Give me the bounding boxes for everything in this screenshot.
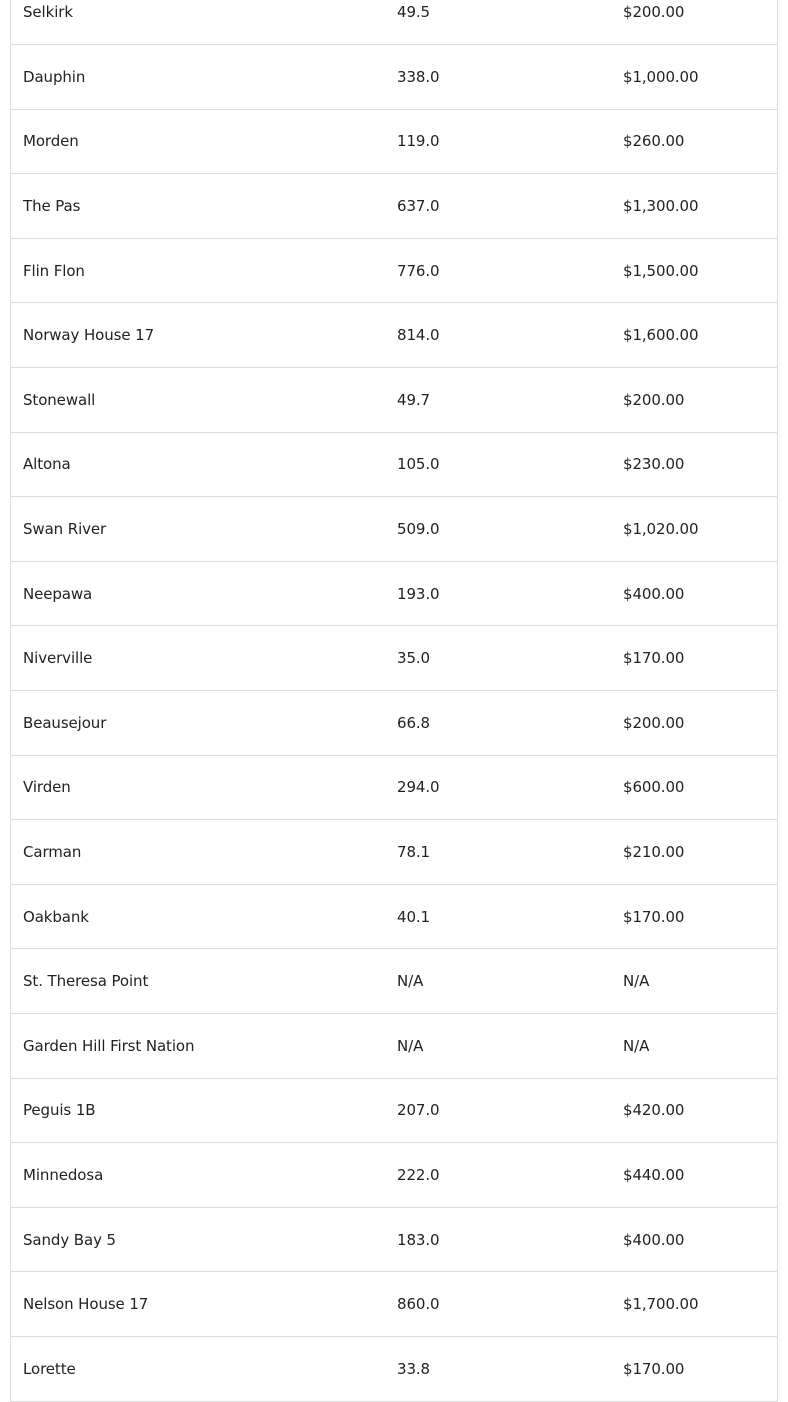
city-cell: Virden [11, 755, 384, 820]
table-row [11, 497, 777, 562]
pricing-table-container [10, 0, 778, 1402]
city-cell: Peguis 1B [11, 1078, 384, 1143]
distance-cell: N/A [384, 1014, 610, 1079]
price-cell: $210.00 [610, 820, 777, 885]
pricing-table-body [11, 0, 777, 1401]
price-cell: $1,600.00 [610, 303, 777, 368]
table-row [11, 1014, 777, 1079]
city-cell: Garden Hill First Nation [11, 1014, 384, 1079]
table-row [11, 755, 777, 820]
distance-cell: 66.8 [384, 691, 610, 756]
price-cell: $1,700.00 [610, 1272, 777, 1337]
table-row [11, 820, 777, 885]
distance-cell: 637.0 [384, 174, 610, 239]
city-cell: Carman [11, 820, 384, 885]
table-row [11, 1078, 777, 1143]
price-cell: $400.00 [610, 561, 777, 626]
table-row [11, 561, 777, 626]
distance-cell: 40.1 [384, 884, 610, 949]
price-cell: $200.00 [610, 0, 777, 45]
price-cell: $440.00 [610, 1143, 777, 1208]
city-cell: Dauphin [11, 45, 384, 110]
price-cell: N/A [610, 949, 777, 1014]
city-cell: Minnedosa [11, 1143, 384, 1208]
city-cell: Sandy Bay 5 [11, 1207, 384, 1272]
distance-cell: 105.0 [384, 432, 610, 497]
price-cell: $230.00 [610, 432, 777, 497]
table-row [11, 1272, 777, 1337]
distance-cell: 33.8 [384, 1336, 610, 1401]
distance-cell: N/A [384, 949, 610, 1014]
city-cell: Altona [11, 432, 384, 497]
city-cell: Neepawa [11, 561, 384, 626]
price-cell: N/A [610, 1014, 777, 1079]
table-row [11, 303, 777, 368]
price-cell: $600.00 [610, 755, 777, 820]
distance-cell: 294.0 [384, 755, 610, 820]
distance-cell: 183.0 [384, 1207, 610, 1272]
table-row [11, 1336, 777, 1401]
distance-cell: 338.0 [384, 45, 610, 110]
city-cell: Stonewall [11, 368, 384, 433]
city-cell: Morden [11, 109, 384, 174]
distance-cell: 49.7 [384, 368, 610, 433]
distance-cell: 49.5 [384, 0, 610, 45]
city-cell: Lorette [11, 1336, 384, 1401]
distance-cell: 78.1 [384, 820, 610, 885]
distance-cell: 509.0 [384, 497, 610, 562]
price-cell: $260.00 [610, 109, 777, 174]
table-row [11, 45, 777, 110]
table-row [11, 432, 777, 497]
price-cell: $1,000.00 [610, 45, 777, 110]
city-cell: Norway House 17 [11, 303, 384, 368]
distance-cell: 776.0 [384, 238, 610, 303]
distance-cell: 193.0 [384, 561, 610, 626]
price-cell: $1,020.00 [610, 497, 777, 562]
distance-cell: 860.0 [384, 1272, 610, 1337]
city-cell: Flin Flon [11, 238, 384, 303]
price-cell: $200.00 [610, 691, 777, 756]
table-row [11, 174, 777, 239]
distance-cell: 119.0 [384, 109, 610, 174]
price-cell: $1,300.00 [610, 174, 777, 239]
city-cell: Niverville [11, 626, 384, 691]
price-cell: $170.00 [610, 1336, 777, 1401]
table-row [11, 368, 777, 433]
price-cell: $170.00 [610, 884, 777, 949]
table-row [11, 1143, 777, 1208]
table-row [11, 0, 777, 45]
city-cell: Beausejour [11, 691, 384, 756]
city-cell: The Pas [11, 174, 384, 239]
city-cell: Oakbank [11, 884, 384, 949]
city-cell: Nelson House 17 [11, 1272, 384, 1337]
table-row [11, 691, 777, 756]
price-cell: $420.00 [610, 1078, 777, 1143]
table-row [11, 238, 777, 303]
price-cell: $1,500.00 [610, 238, 777, 303]
distance-cell: 207.0 [384, 1078, 610, 1143]
table-row [11, 109, 777, 174]
price-cell: $400.00 [610, 1207, 777, 1272]
price-cell: $200.00 [610, 368, 777, 433]
price-cell: $170.00 [610, 626, 777, 691]
city-cell: Selkirk [11, 0, 384, 45]
distance-cell: 814.0 [384, 303, 610, 368]
distance-cell: 35.0 [384, 626, 610, 691]
city-cell: St. Theresa Point [11, 949, 384, 1014]
table-row [11, 626, 777, 691]
table-row [11, 1207, 777, 1272]
distance-cell: 222.0 [384, 1143, 610, 1208]
table-row [11, 884, 777, 949]
city-cell: Swan River [11, 497, 384, 562]
pricing-table [11, 0, 777, 1402]
table-row [11, 949, 777, 1014]
